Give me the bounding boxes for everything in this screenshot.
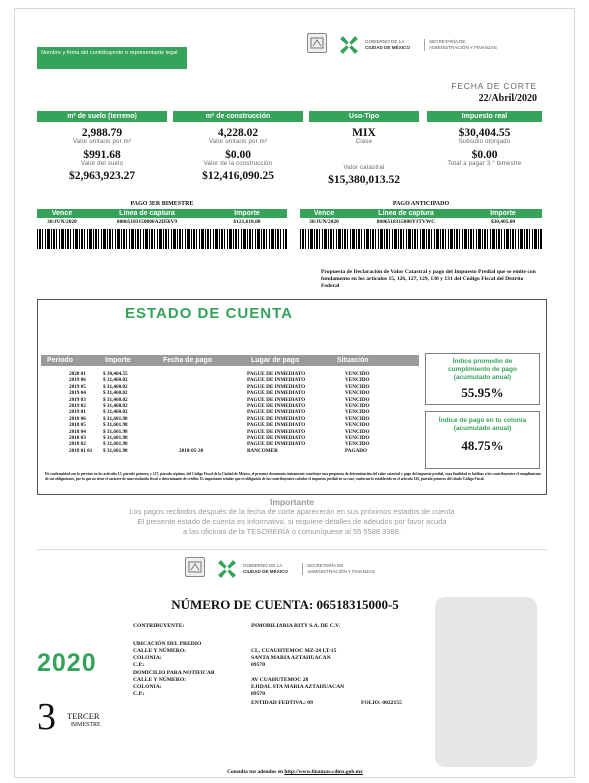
table-cell: VENCIDO (345, 396, 370, 403)
box-uso (309, 111, 419, 186)
fecha-corte-value: 22/Abril/2020 (478, 93, 537, 104)
table-cell: $ 30,404.55 (103, 371, 128, 377)
folio-value: FOLIO: 0022155 (361, 700, 402, 706)
propuesta-text: Propuesta de Declaración de Valor Catastral y pago del Impuesto Predial que se emite con fundamento en los artículos 15, 126, 127, 129, 130 y 131 del Código Fiscal del Distrito Federal (321, 269, 536, 289)
table-cell: $ 31,601.98 (103, 428, 128, 435)
table-cell: $ 31,601.98 (103, 434, 128, 441)
table-cell: VENCIDO (345, 441, 370, 448)
anticipado-importe: $30,405.00 (490, 219, 516, 225)
col-importe: Importe (490, 210, 516, 217)
imp-header: Impuesto real (427, 111, 542, 122)
uso-catastral: $15,380,013.52 (328, 174, 400, 186)
pago-bimestre-title: PAGO 3ER BIMESTRE (130, 201, 194, 207)
col-linea: Línea de captura (378, 210, 434, 217)
entidad-value: ENTIDAD FEDTIVA.: 09 (251, 700, 313, 706)
estado-table-header (41, 355, 419, 366)
photo-placeholder (435, 597, 537, 767)
signature-label-bar (37, 47, 187, 69)
const-unit-value: $0.00 (225, 149, 251, 161)
table-cell: $ 31,601.98 (103, 415, 128, 422)
table-cell: VENCIDO (345, 409, 370, 416)
table-cell: 2019 05 (69, 383, 86, 390)
table-cell: 2018 06 (69, 415, 86, 422)
table-cell: VENCIDO (345, 383, 370, 390)
table-cell: PAGUE DE INMEDIATO (247, 396, 306, 403)
table-cell: $ 31,601.98 (103, 447, 128, 454)
barcode-bimestre (37, 229, 287, 249)
importante-block (37, 497, 547, 537)
const-valor: $12,416,090.25 (202, 170, 274, 182)
importante-line3: a las oficinas de la TESORERÍA o comuníquese al 55 5588 3388. (183, 527, 401, 536)
barcode-anticipado (300, 229, 542, 249)
indice1-value: 55.95% (461, 385, 504, 400)
gov-logo-bottom (185, 557, 435, 583)
table-cell: PAGUE DE INMEDIATO (247, 383, 306, 390)
section-divider (37, 549, 547, 550)
table-cell: PAGUE DE INMEDIATO (247, 377, 306, 384)
cdmx-flower-icon (337, 33, 361, 57)
gov-name: GOBIERNO DE LA CIUDAD DE MÉXICO (243, 563, 303, 575)
table-cell: 2019 04 (69, 390, 86, 397)
uso-header: Uso-Tipo (309, 111, 419, 122)
table-cell: BANCOMER (247, 447, 278, 454)
table-cell: PAGUE DE INMEDIATO (247, 402, 306, 409)
table-cell: 2019 02 (69, 402, 86, 409)
table-cell: VENCIDO (345, 390, 370, 397)
pago-linea: 80065183150000A2D56V9 (116, 219, 178, 225)
anticipado-linea: 8006518315000Y1TVWC (376, 219, 436, 225)
colonia-value: SANTA MARIA AZTAHUACAN (251, 655, 331, 661)
signature-label: Nombre y firma del contribuyente o representante legal (41, 50, 178, 56)
table-row (41, 448, 419, 454)
gov-name: GOBIERNO DE LA CIUDAD DE MÉXICO (365, 39, 425, 51)
table-cell: 2018-05-30 (179, 447, 204, 454)
suelo-value: 2,988.79 (81, 127, 123, 139)
col-vence: Vence (51, 210, 73, 217)
consulta-link[interactable]: http://www.finanzas.cdmx.gob.mx (284, 769, 363, 775)
secretaria-name: SECRETARÍA DE ADMINISTRACIÓN Y FINANZAS (429, 39, 497, 50)
col-vence: Vence (313, 210, 335, 217)
th-fecha: Fecha de pago (163, 357, 213, 364)
const-valor-label: Valor de la construcción (203, 161, 273, 167)
table-cell: $ 31,601.98 (103, 422, 128, 429)
table-cell: PAGUE DE INMEDIATO (247, 434, 306, 441)
table-cell: VENCIDO (345, 422, 370, 429)
domicilio-label: DOMICILIO PARA NOTIFICAR (133, 670, 215, 676)
table-cell: 2018 03 (69, 434, 86, 441)
imp-value: $30,404.55 (458, 127, 511, 139)
importante-line1: Los pagos recibidos después de la fecha de corte aparecerán en sus próximos estados de cuenta (129, 507, 455, 516)
table-cell: $ 31,460.02 (103, 396, 128, 403)
imp-total-label: Total a pagar 3.° bimestre (447, 161, 522, 167)
table-cell: PAGUE DE INMEDIATO (247, 422, 306, 429)
footer-consulta (165, 769, 425, 775)
uso-catastral-label: Valor catastral (343, 165, 385, 171)
table-cell: $ 31,601.98 (103, 441, 128, 448)
pago-anticipado-title: PAGO ANTICIPADO (392, 201, 450, 207)
imp-subsidio: $0.00 (471, 149, 498, 161)
uso-clase-label: Clase (355, 139, 373, 145)
table-cell: $ 31,460.02 (103, 377, 128, 384)
table-cell: 2019 06 (69, 377, 86, 384)
secretaria-name: SECRETARÍA DE ADMINISTRACIÓN Y FINANZAS (307, 563, 375, 574)
calle2-value: AV CUAHUTEMOC 28 (251, 677, 309, 683)
pago-vence: 30/JUN/2020 (47, 219, 77, 225)
calle2-label: CALLE Y NÚMERO: (133, 677, 187, 683)
table-cell: VENCIDO (345, 371, 370, 377)
table-cell: $ 31,460.02 (103, 383, 128, 390)
const-unit-label: Valor unitario por m² (208, 139, 268, 145)
table-cell: PAGUE DE INMEDIATO (247, 371, 306, 377)
suelo-header: m² de suelo (terreno) (37, 111, 167, 122)
importante-line2: El presente estado de cuenta es informativo, si requiere detalles de adeudos por favor acuda (137, 517, 447, 526)
indice2-label: Índice de pago en tu colonia (acumulado anual) (438, 417, 527, 432)
col-importe: Importe (234, 210, 260, 217)
indice2-value: 48.75% (461, 438, 504, 453)
contribuyente-value: INMOBILIARIA RITY S.A. DE C.V. (251, 623, 340, 629)
indice1-label: Índice promedio de cumplimiento de pago (acumulado anual) (448, 358, 517, 381)
pago-bimestre-table (37, 209, 287, 249)
table-cell: 2019 01 (69, 409, 86, 416)
table-cell: VENCIDO (345, 428, 370, 435)
th-importe: Importe (105, 357, 131, 364)
const-value: 4,228.02 (217, 127, 259, 139)
imp-subsidio-label: Subsidio otorgado (458, 139, 511, 145)
legal-text: De conformidad con lo previsto en los artículos 15, párrafo primero, y 127, párrafo séptimo, del Código Fiscal de la Ciudad de México, el presente documento únicamente constituye una propuesta de determinación del valor catastral y pago del impuesto predial, cuya finalidad es facilitar a los contribuyentes el cumplimiento de sus obligaciones, por lo que no tiene el carácter de una resolución fiscal o determinante de crédito. Es importante señalar que es obligación de los contribuyentes calcular el impuesto predial en su caso, conforme lo establecido en el artículo 126, párrafo primero del citado Código Fiscal. (45, 472, 541, 481)
calle-label: CALLE Y NÚMERO: (133, 648, 187, 654)
numero-cuenta-title: NÚMERO DE CUENTA: 06518315000-5 (171, 597, 399, 612)
uso-value: MIX (352, 127, 376, 139)
table-cell: VENCIDO (345, 402, 370, 409)
contribuyente-details (133, 623, 433, 707)
indice-colonia-box (425, 411, 540, 469)
th-periodo: Periodo (47, 357, 74, 364)
suelo-valor-label: Valor del suelo (80, 161, 124, 167)
cp-label: C.P.: (133, 662, 145, 668)
table-cell: $ 31,460.02 (103, 402, 128, 409)
table-cell: 2020 01 (69, 371, 86, 377)
colonia-label: COLONIA: (133, 655, 162, 661)
th-situacion: Situación (337, 357, 369, 364)
suelo-unit-label: Valor unitario por m² (72, 139, 132, 145)
calle-value: CL. CUAUHTEMOC MZ-24 LT-15 (251, 648, 337, 654)
contribuyente-label: CONTRIBUYENTE: (133, 623, 185, 629)
pago-importe: $121,618.00 (233, 219, 261, 225)
table-cell: 2018 02 (69, 441, 86, 448)
table-cell: PAGUE DE INMEDIATO (247, 409, 306, 416)
const-header: m² de construcción (173, 111, 303, 122)
table-cell: VENCIDO (345, 377, 370, 384)
seal-icon (307, 33, 327, 53)
cdmx-flower-icon (215, 557, 239, 581)
table-cell: PAGUE DE INMEDIATO (247, 441, 306, 448)
col-linea: Línea de captura (119, 210, 175, 217)
table-cell: $ 31,460.02 (103, 390, 128, 397)
seal-icon (185, 557, 205, 577)
fecha-corte-label: FECHA DE CORTE (451, 81, 537, 91)
table-cell: VENCIDO (345, 415, 370, 422)
box-construccion (173, 111, 303, 182)
pago-anticipado-table (300, 209, 542, 249)
consulta-prefix: Consulta tus adeudos en (227, 769, 284, 775)
document-page (14, 8, 575, 778)
gov-logo-top (307, 33, 557, 59)
bimestre-word2: BIMESTRE (71, 722, 101, 728)
colonia2-value: EJIDAL STA MARIA AZTAHUACAN (251, 684, 345, 690)
table-cell: 2018 05 (69, 422, 86, 429)
indice-cumplimiento-box (425, 353, 540, 405)
th-lugar: Lugar de pago (251, 357, 300, 364)
bimestre-word1: TERCER (67, 711, 100, 721)
table-cell: VENCIDO (345, 434, 370, 441)
table-cell: PAGADO (345, 447, 368, 454)
colonia2-label: COLONIA: (133, 684, 162, 690)
cp2-value: 09570 (251, 691, 265, 697)
cp2-label: C.P.: (133, 691, 145, 697)
table-cell: $ 31,460.02 (103, 409, 128, 416)
estado-cuenta-title: ESTADO DE CUENTA (125, 305, 293, 322)
bimestre-number: 3 (37, 696, 56, 738)
table-cell: 2019 03 (69, 396, 86, 403)
year-label: 2020 (37, 649, 97, 677)
box-suelo (37, 111, 167, 182)
table-cell: 2018 01 01 (69, 447, 93, 454)
table-cell: PAGUE DE INMEDIATO (247, 428, 306, 435)
suelo-valor: $2,963,923.27 (68, 170, 136, 182)
ubicacion-label: UBICACIÓN DEL PREDIO (133, 641, 202, 647)
estado-table-body (41, 371, 419, 454)
table-cell: 2018 04 (69, 428, 86, 435)
table-cell: PAGUE DE INMEDIATO (247, 390, 306, 397)
table-cell: PAGUE DE INMEDIATO (247, 415, 306, 422)
box-impuesto (427, 111, 542, 167)
suelo-unit-value: $991.68 (83, 149, 121, 161)
anticipado-vence: 30/JUN/2020 (309, 219, 339, 225)
cp-value: 09570 (251, 662, 265, 668)
importante-title: Importante (270, 497, 314, 507)
